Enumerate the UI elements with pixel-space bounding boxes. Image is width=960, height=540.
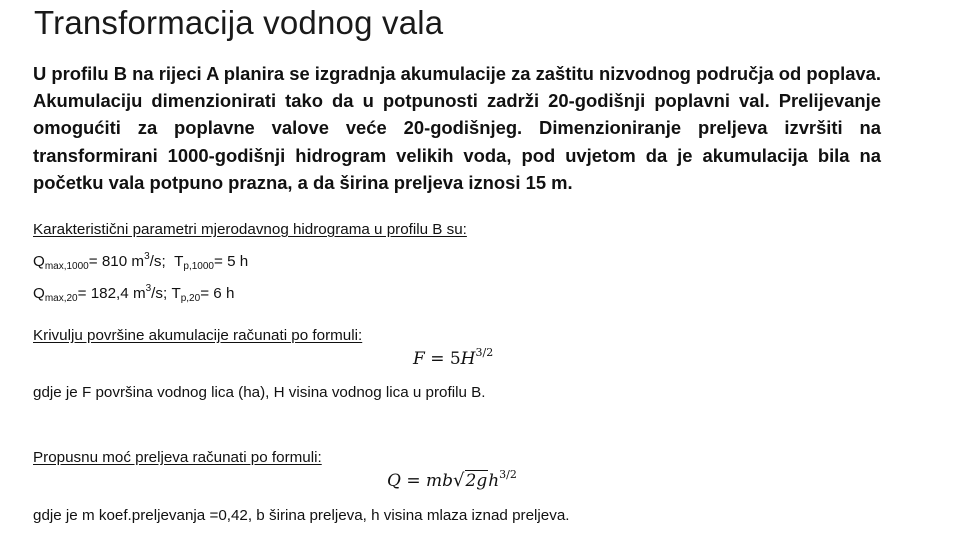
- area-note: gdje je F površina vodnog lica (ha), H visina vodnog lica u profilu B.: [33, 384, 486, 401]
- area-heading: Krivulju površine akumulacije računati po formuli:: [33, 327, 363, 344]
- area-formula-lhs: F: [413, 349, 425, 369]
- q-label: Q: [33, 285, 45, 302]
- params-heading: Karakteristični parametri mjerodavnog hidrograma u profilu B su:: [33, 221, 467, 238]
- flow-heading: Propusnu moć preljeva računati po formuli:: [33, 449, 322, 466]
- param-row-20: [33, 285, 234, 302]
- t-label: T: [174, 253, 184, 270]
- t-subscript: p,20: [180, 293, 201, 304]
- flow-formula: [387, 470, 517, 491]
- t-value: = 5 h: [214, 253, 249, 270]
- t-label: T: [171, 285, 181, 302]
- q-subscript: max,1000: [44, 261, 89, 272]
- flow-formula-coef: mb: [426, 471, 454, 491]
- q-label: Q: [33, 253, 45, 270]
- q-unit-exponent: 3: [144, 251, 150, 262]
- radicand-text: 2g: [465, 471, 488, 491]
- task-description: U profilu B na rijeci A planira se izgradnja akumulacije za zaštitu nizvodnog područja od poplava. Akumulaciju dimenzionirati tako da u potpunosti zadrži 20-godišnji poplavni val. Prelijevanje omogućiti za poplavne valove veće 20-godišnjeg. Dimenzioniranje preljeva izvršiti na transformirani 1000-godišnji hidrogram velikih voda, pod uvjetom da je akumulacija bila na početku vala potpuno prazna, a da širina preljeva iznosi 15 m.: [33, 63, 881, 193]
- q-value: = 810 m: [88, 253, 145, 270]
- radical-sign: √: [453, 470, 465, 491]
- slide-title: Transformacija vodnog vala: [34, 4, 444, 41]
- q-subscript: max,20: [44, 293, 78, 304]
- q-value: = 182,4 m: [77, 285, 146, 302]
- flow-formula-eq: =: [400, 471, 426, 491]
- q-unit-exponent: 3: [145, 283, 152, 294]
- area-formula-exp: 3/2: [475, 346, 494, 359]
- radicand: [465, 470, 489, 491]
- flow-formula-var: h: [488, 471, 500, 491]
- area-formula: [413, 346, 494, 369]
- flow-formula-exp: 3/2: [499, 468, 517, 481]
- param-row-1000: [33, 253, 248, 270]
- t-subscript: p,1000: [183, 261, 214, 272]
- q-unit-rest: /s;: [151, 285, 168, 302]
- q-unit-rest: /s;: [149, 253, 166, 270]
- area-formula-eq: = 5: [424, 349, 461, 369]
- area-formula-var: H: [460, 349, 476, 369]
- flow-note: gdje je m koef.preljevanja =0,42, b širina preljeva, h visina mlaza iznad preljeva.: [33, 507, 570, 524]
- flow-formula-lhs: Q: [387, 471, 401, 491]
- t-value: = 6 h: [200, 285, 235, 302]
- square-root: [453, 470, 488, 491]
